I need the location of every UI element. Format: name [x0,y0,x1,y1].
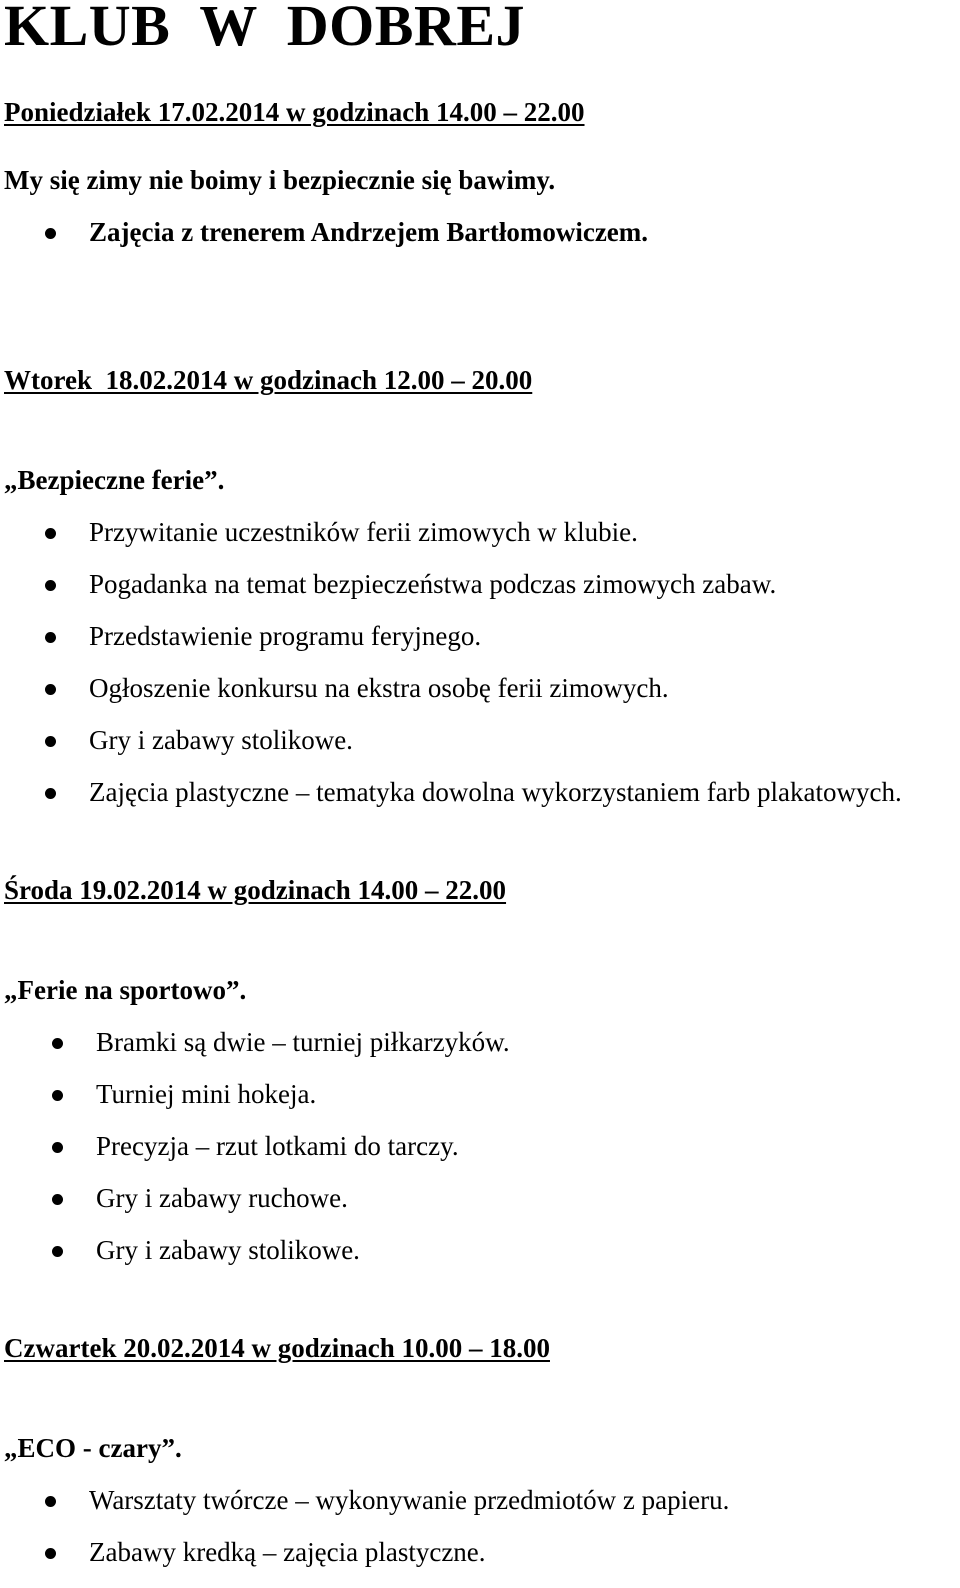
list-item [0,1078,510,1130]
theme-monday: My się zimy nie boimy i bezpiecznie się bawimy. [4,165,556,195]
list-item [0,1182,510,1234]
list-item-text: Ogłoszenie konkursu na ekstra osobę ferii zimowych. [89,673,669,703]
day-heading-thursday: Czwartek 20.02.2014 w godzinach 10.00 – 18.00 [4,1333,550,1363]
list-item-text: Gry i zabawy stolikowe. [89,725,353,755]
theme-tuesday: „Bezpieczne ferie”. [4,465,225,495]
list-item-text: Turniej mini hokeja. [96,1079,317,1109]
bullet-icon [52,1038,63,1049]
bullet-icon [45,632,56,643]
list-item [0,568,902,620]
list-item-text: Gry i zabawy ruchowe. [96,1183,348,1213]
bullet-icon [45,580,56,591]
list-item [0,672,902,724]
day-heading-monday: Poniedziałek 17.02.2014 w godzinach 14.00 – 22.00 [4,97,585,127]
day-heading-tuesday: Wtorek 18.02.2014 w godzinach 12.00 – 20.00 [4,365,533,395]
bullet-icon [45,228,56,239]
list-item-text: Pogadanka na temat bezpieczeństwa podczas zimowych zabaw. [89,569,777,599]
bullet-icon [52,1246,63,1257]
bullet-icon [45,788,56,799]
document-title: KLUB W DOBREJ [4,0,526,58]
list-item [0,216,648,268]
activity-list-tuesday [0,516,902,828]
list-item [0,1234,510,1286]
theme-thursday: „ECO - czary”. [4,1433,182,1463]
list-item [0,776,902,828]
bullet-icon [45,1496,56,1507]
activity-list-monday [0,216,648,268]
list-item-text: Zajęcia z trenerem Andrzejem Bartłomowiczem. [89,217,649,247]
list-item [0,724,902,776]
list-item [0,516,902,568]
list-item-text: Zajęcia plastyczne – tematyka dowolna wykorzystaniem farb plakatowych. [89,777,902,807]
list-item-text: Przywitanie uczestników ferii zimowych w klubie. [89,517,638,547]
bullet-icon [52,1194,63,1205]
bullet-icon [45,684,56,695]
activity-list-wednesday [0,1026,510,1286]
bullet-icon [45,736,56,747]
list-item [0,620,902,672]
list-item-text: Bramki są dwie – turniej piłkarzyków. [96,1027,510,1057]
list-item [0,1536,729,1588]
list-item-text: Gry i zabawy stolikowe. [96,1235,360,1265]
bullet-icon [45,1548,56,1559]
list-item-text: Warsztaty twórcze – wykonywanie przedmiotów z papieru. [89,1485,730,1515]
bullet-icon [52,1142,63,1153]
list-item [0,1484,729,1536]
activity-list-thursday [0,1484,729,1588]
list-item [0,1026,510,1078]
list-item-text: Przedstawienie programu feryjnego. [89,621,482,651]
list-item-text: Zabawy kredką – zajęcia plastyczne. [89,1537,486,1567]
list-item [0,1130,510,1182]
bullet-icon [45,528,56,539]
theme-wednesday: „Ferie na sportowo”. [4,975,247,1005]
list-item-text: Precyzja – rzut lotkami do tarczy. [96,1131,459,1161]
day-heading-wednesday: Środa 19.02.2014 w godzinach 14.00 – 22.00 [4,875,507,905]
bullet-icon [52,1090,63,1101]
